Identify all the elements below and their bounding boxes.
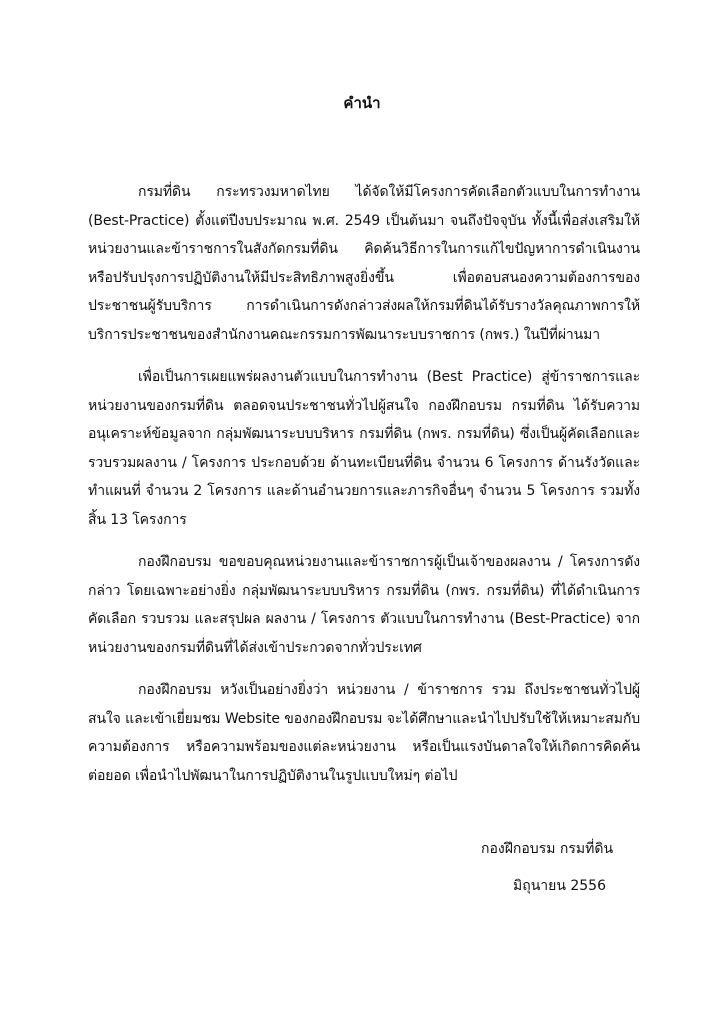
page-title: คำนำ — [343, 94, 381, 112]
paragraph-4: กองฝึกอบรม หวังเป็นอย่างยิ่งว่า หน่วยงาน / ข้าราชการ รวม ถึงประชาชนทั่วไปผู้สนใจ และเข้าเยี่ยมชม Website ของกองฝึกอบรม จะได้ศึกษาและนำไปปรับใช้ให้เหมาะสมกับความต้องการ หรือความพร้อมของแต่ละหน่วยงาน หรือเป็นแรงบันดาลใจให้เกิดการคิดค้นต่อยอด เพื่อนำไปพัฒนาในการปฏิบัติงานในรูปแบบใหม่ๆ ต่อไป — [88, 682, 640, 784]
paragraph-1: กรมที่ดิน กระทรวงมหาดไทย ได้จัดให้มีโครงการคัดเลือกตัวแบบในการทำงาน (Best-Practice) ตั้งแต่ปีงบประมาณ พ.ศ. 2549 เป็นต้นมา จนถึงปัจจุบัน ทั้งนี้เพื่อส่งเสริมให้หน่วยงานและข้าราชการในสังกัดกรมที่ดิน คิดค้นวิธีการในการแก้ไขปัญหาการดำเนินงานหรือปรับปรุงการปฏิบัติงานให้มีประสิทธิภาพสูงยิ่งขึ้น เพื่อตอบสนองความต้องการของประชาชนผู้รับบริการ การดำเนินการดังกล่าวส่งผลให้กรมที่ดินได้รับรางวัลคุณภาพการให้บริการประชาชนของสำนักงานคณะกรรมการพัฒนาระบบราชการ (กพร.) ในปีที่ผ่านมา — [88, 184, 640, 343]
signature-date: มิถุนายน 2556 — [513, 878, 606, 894]
paragraph-3: กองฝึกอบรม ขอขอบคุณหน่วยงานและข้าราชการผู้เป็นเจ้าของผลงาน / โครงการดังกล่าว โดยเฉพาะอย่างยิ่ง กลุ่มพัฒนาระบบบริหาร กรมที่ดิน (กพร. กรมที่ดิน) ที่ได้ดำเนินการคัดเลือก รวบรวม และสรุปผล ผลงาน / โครงการ ตัวแบบในการทำงาน (Best-Practice) จากหน่วยงานของกรมที่ดินที่ได้ส่งเข้าประกวดจากทั่วประเทศ — [88, 554, 640, 656]
document-body — [88, 178, 640, 804]
signature-organization: กองฝึกอบรม กรมที่ดิน — [481, 841, 614, 857]
paragraph-2: เพื่อเป็นการเผยแพร่ผลงานตัวแบบในการทำงาน (Best Practice) สู่ข้าราชการและหน่วยงานของกรมที่ดิน ตลอดจนประชาชนทั่วไปผู้สนใจ กองฝึกอบรม กรมที่ดิน ได้รับความอนุเคราะห์ข้อมูลจาก กลุ่มพัฒนาระบบบริหาร กรมที่ดิน (กพร. กรมที่ดิน) ซึ่งเป็นผู้คัดเลือกและรวบรวมผลงาน / โครงการ ประกอบด้วย ด้านทะเบียนที่ดิน จำนวน 6 โครงการ ด้านรังวัดและทำแผนที่ จำนวน 2 โครงการ และด้านอำนวยการและภารกิจอื่นๆ จำนวน 5 โครงการ รวมทั้งสิ้น 13 โครงการ — [88, 369, 640, 528]
